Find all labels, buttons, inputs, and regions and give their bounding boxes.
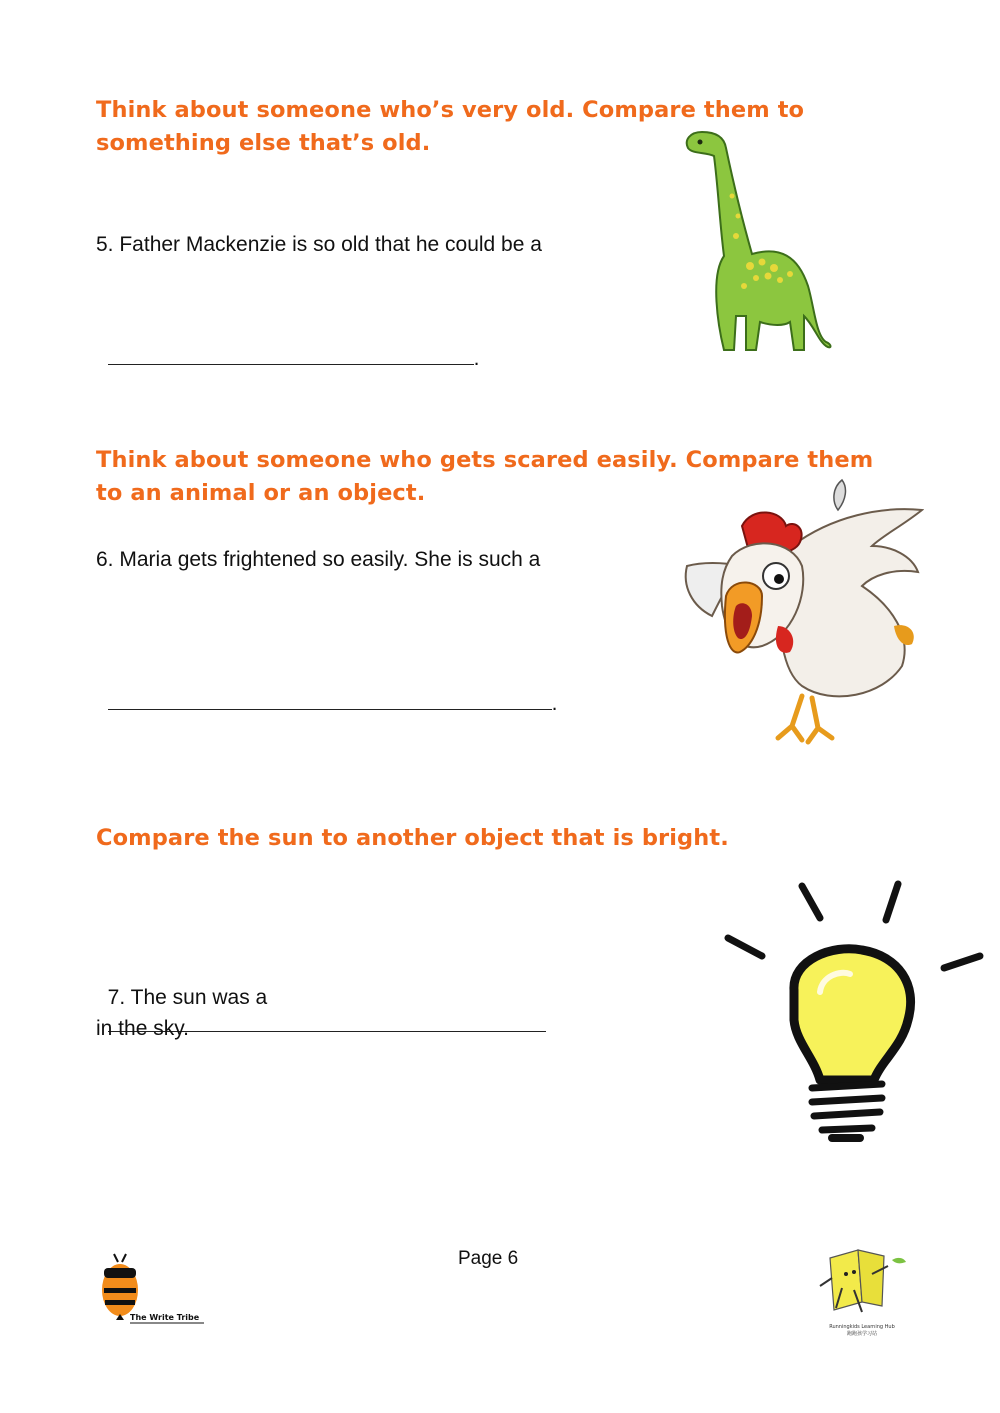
question-7-end: in the sky. bbox=[96, 1017, 189, 1040]
answer-end-5: . bbox=[473, 347, 480, 370]
answer-end-6: . bbox=[551, 692, 558, 715]
page-number: Page 6 bbox=[458, 1248, 519, 1269]
answer-line-5 bbox=[96, 318, 480, 372]
runningkids-logo-subtext: 跑跑孩学习站 bbox=[846, 1331, 878, 1337]
dinosaur-icon bbox=[680, 126, 835, 358]
write-tribe-logo bbox=[96, 1250, 206, 1326]
prompt-5: Think about someone who’s very old. Compare them to something else that’s old. bbox=[96, 97, 805, 156]
question-5: 5. Father Mackenzie is so old that he could be a bbox=[96, 233, 542, 256]
prompt-7: Compare the sun to another object that is bright. bbox=[96, 825, 729, 851]
light-bulb-icon bbox=[722, 880, 988, 1148]
question-6: 6. Maria gets frightened so easily. She is such a bbox=[96, 548, 541, 571]
question-7-text: 7. The sun was a bbox=[107, 986, 268, 1009]
scared-chicken-icon bbox=[682, 476, 924, 746]
answer-line-6 bbox=[96, 663, 558, 717]
prompt-6: Think about someone who gets scared easily. Compare them to an animal or an object. bbox=[96, 447, 874, 506]
answer-blank-5[interactable] bbox=[108, 344, 474, 365]
runningkids-logo bbox=[814, 1244, 910, 1340]
answer-blank-6[interactable] bbox=[108, 689, 552, 710]
runningkids-logo-text: Runningkids Learning Hub bbox=[829, 1324, 895, 1330]
write-tribe-logo-text: The Write Tribe bbox=[130, 1313, 200, 1322]
